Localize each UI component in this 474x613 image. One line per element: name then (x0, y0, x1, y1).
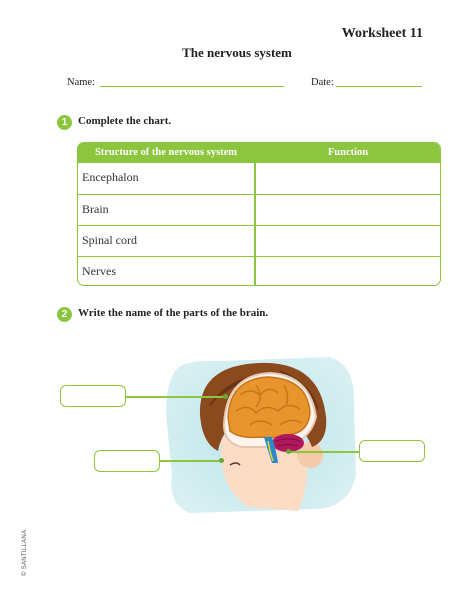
pointer-dot-brain (223, 394, 228, 399)
pointer-dot-cerebellum (286, 449, 291, 454)
head-brain-illustration (160, 355, 360, 515)
date-field[interactable] (336, 86, 422, 87)
name-label: Name: (67, 77, 95, 88)
activity-instruction-1: Complete the chart. (78, 115, 172, 127)
structure-function-chart (77, 142, 441, 286)
function-cell[interactable] (256, 257, 440, 285)
structure-cell: Nerves (82, 264, 116, 278)
answer-box-brain[interactable] (60, 385, 126, 407)
pointer-dot-brainstem (219, 458, 224, 463)
chart-header (78, 143, 440, 163)
structure-cell: Spinal cord (82, 233, 137, 247)
structure-cell: Brain (82, 202, 109, 216)
worksheet-number: Worksheet 11 (341, 26, 423, 41)
function-cell[interactable] (256, 163, 440, 194)
pointer-line-cerebellum (290, 451, 360, 453)
function-cell[interactable] (256, 226, 440, 256)
function-cell[interactable] (256, 195, 440, 225)
column-divider (254, 143, 256, 285)
date-label: Date: (311, 77, 334, 88)
structure-cell: Encephalon (82, 170, 139, 184)
chart-header-function: Function (327, 147, 369, 158)
copyright-notice: © SANTILLANA (22, 529, 28, 576)
pointer-line-brainstem (160, 460, 222, 462)
page-title: The nervous system (182, 45, 292, 60)
pointer-line-brain (125, 396, 226, 398)
answer-box-brainstem[interactable] (94, 450, 160, 472)
answer-box-cerebellum[interactable] (359, 440, 425, 462)
activity-instruction-2: Write the name of the parts of the brain. (78, 307, 269, 319)
chart-header-structure: Structure of the nervous system (94, 147, 238, 158)
activity-number-1: 1 (57, 115, 72, 130)
activity-number-2: 2 (57, 307, 72, 322)
name-field[interactable] (100, 86, 284, 87)
